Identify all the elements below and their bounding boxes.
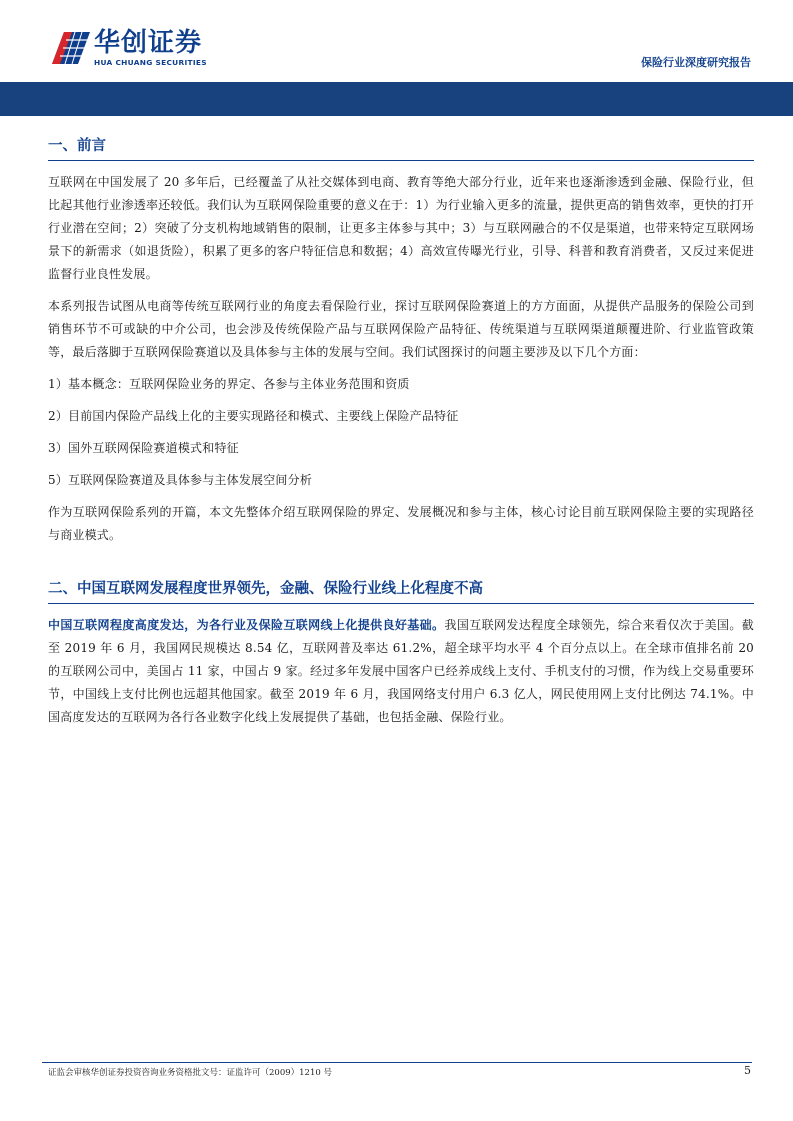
page-header (0, 0, 793, 118)
topic-item-5: 5）互联网保险赛道及具体参与主体发展空间分析 (48, 473, 313, 487)
section-2-heading: 二、中国互联网发展程度世界领先，金融、保险行业线上化程度不高 (48, 569, 754, 604)
section-1-heading: 一、前言 (48, 126, 754, 161)
lead-sentence: 中国互联网程度高度发达，为各行业及保险互联网线上化提供良好基础。 (48, 618, 445, 632)
logo-english-name: HUA CHUANG SECURITIES (94, 58, 207, 67)
company-logo (50, 28, 220, 68)
header-band (0, 82, 793, 116)
topic-item-3: 3）国外互联网保险赛道模式和特征 (48, 441, 239, 455)
logo-mark-icon (50, 28, 90, 64)
page-content (48, 118, 754, 729)
report-type-label: 保险行业深度研究报告 (641, 56, 751, 69)
logo-chinese-name: 华创证券 (94, 28, 203, 58)
internet-development-paragraph (48, 614, 754, 729)
topic-item-1: 1）基本概念：互联网保险业务的界定、各参与主体业务范围和资质 (48, 377, 410, 391)
intro-paragraph: 互联网在中国发展了 20 多年后，已经覆盖了从社交媒体到电商、教育等绝大部分行业，近年来也逐渐渗透到金融、保险行业，但比起其他行业渗透率还较低。我们认为互联网保险重要的意义在于：1）为行业输入更多的流量，提供更高的销售效率，更快的打开行业潜在空间；2）突破了分支机构地域销售的限制，让更多主体参与其中；3）与互联网融合的不仅是渠道，也带来特定互联网场景下的新需求（如退货险），积累了更多的客户特征信息和数据；4）高效宣传曝光行业，引导、科普和教育消费者，又反过来促进监督行业良性发展。 (48, 175, 754, 281)
license-statement: 证监会审核华创证券投资咨询业务资格批文号：证监许可（2009）1210 号 (48, 1068, 332, 1078)
paragraph-body: 我国互联网发达程度全球领先，综合来看仅次于美国。截至 2019 年 6 月，我国网民规模达 8.54 亿，互联网普及率达 61.2%，超全球平均水平 4 个百分点以上。在全球市值排名前 20 的互联网公司中，美国占 11 家，中国占 9 家。经过多年发展中国客户已经养成线上支付、手机支付的习惯，作为线上交易重要环节，中国线上支付比例也远超其他国家。截至 2019 年 6 月，我国网络支付用户 6.3 亿人，网民使用网上支付比例达 74.1%。中国高度发达的互联网为各行各业数字化线上发展提供了基础，也包括金融、保险行业。 (48, 618, 754, 724)
page-number: 5 (744, 1064, 751, 1077)
series-paragraph: 本系列报告试图从电商等传统互联网行业的角度去看保险行业，探讨互联网保险赛道上的方方面面，从提供产品服务的保险公司到销售环节不可或缺的中介公司，也会涉及传统保险产品与互联网保险产品特征、传统渠道与互联网渠道颠覆进阶、行业监管政策等，最后落脚于互联网保险赛道以及具体参与主体的发展与空间。我们试图探讨的问题主要涉及以下几个方面： (48, 299, 754, 359)
footer-divider (42, 1062, 752, 1063)
topic-item-2: 2）目前国内保险产品线上化的主要实现路径和模式、主要线上保险产品特征 (48, 409, 459, 423)
opening-paragraph: 作为互联网保险系列的开篇，本文先整体介绍互联网保险的界定、发展概况和参与主体，核心讨论目前互联网保险主要的实现路径与商业模式。 (48, 505, 754, 542)
